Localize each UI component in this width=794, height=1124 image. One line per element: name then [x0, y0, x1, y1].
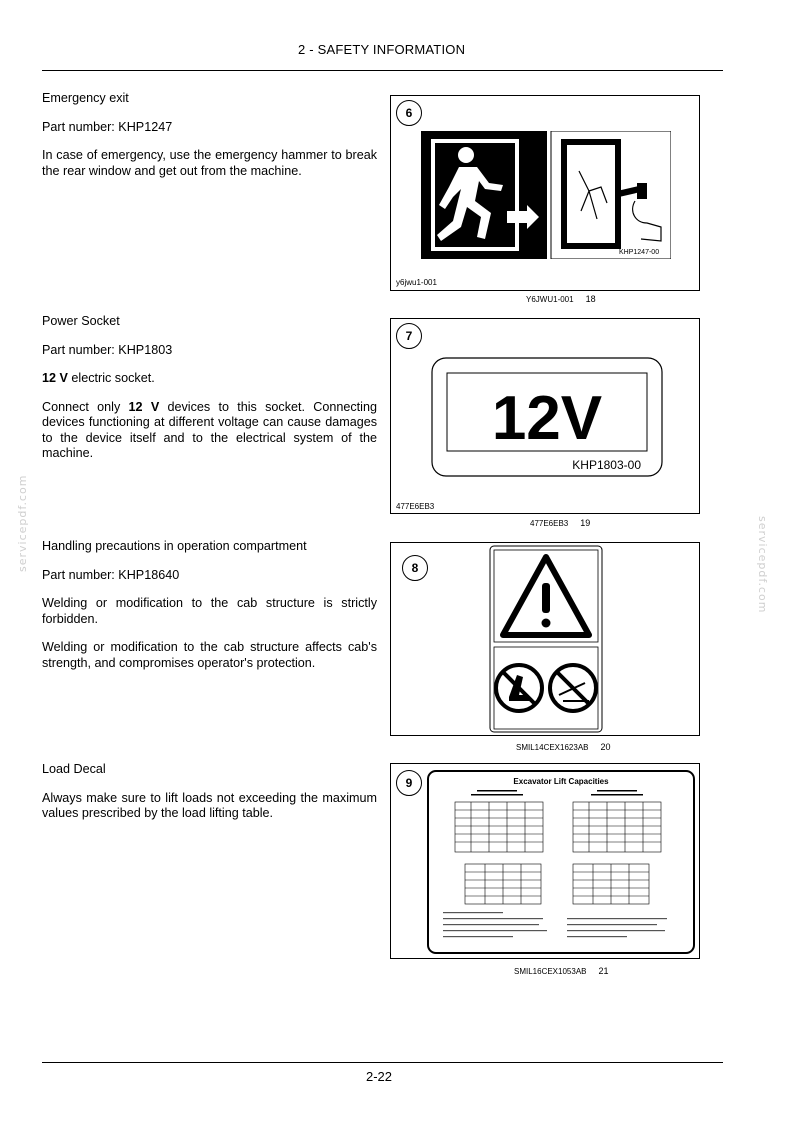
footer-rule: [42, 1062, 723, 1063]
section-handling-precautions: [42, 539, 377, 671]
section-body: Welding or modification to the cab structure affects cab's strength, and compromises operator's protection.: [42, 640, 377, 670]
figure-power-socket: [390, 318, 700, 514]
decal-code: KHP1803-00: [572, 458, 641, 472]
caption-number: 18: [585, 294, 596, 304]
section-emergency-exit: [42, 91, 377, 179]
section-title: Load Decal: [42, 762, 106, 776]
figure-caption: [516, 742, 611, 752]
section-load-decal: [42, 762, 377, 822]
part-number: Part number: KHP1247: [42, 119, 173, 134]
part-number: Part number: KHP1803: [42, 342, 173, 357]
caption-code: SMIL16CEX1053AB: [514, 967, 587, 976]
figure-badge: 8: [402, 555, 428, 581]
header-rule: [42, 70, 723, 71]
chart-title: Excavator Lift Capacities: [513, 777, 609, 786]
watermark-left: servicepdf.com: [16, 474, 29, 572]
caption-code: SMIL14CEX1623AB: [516, 743, 589, 752]
figure-caption: [526, 294, 596, 304]
section-body: Welding or modification to the cab structure is strictly forbidden.: [42, 596, 377, 626]
figure-load-decal: [390, 763, 700, 959]
caption-code: 477E6EB3: [530, 519, 569, 528]
warning-decal-icon: [489, 545, 603, 733]
figure-code: y6jwu1-001: [396, 278, 437, 287]
12v-decal-icon: [431, 357, 663, 477]
figure-handling-precautions: [390, 542, 700, 736]
figure-code: 477E6EB3: [396, 502, 435, 511]
section-body: Connect only 12 V devices to this socket. Connecting devices functioning at different voltage can cause damages to the device itself and to the electrical system of the machine.: [42, 399, 377, 460]
figure-badge: 9: [396, 770, 422, 796]
section-body: Always make sure to lift loads not exceeding the maximum values prescribed by the load lifting table.: [42, 790, 377, 820]
voltage-line: 12 V electric socket.: [42, 371, 155, 385]
page-number: 2-22: [366, 1069, 393, 1084]
emergency-exit-decal-icon: [421, 131, 671, 259]
section-title: Handling precautions in operation compartment: [42, 539, 307, 553]
header-title: 2 - SAFETY INFORMATION: [298, 42, 466, 57]
section-body: In case of emergency, use the emergency hammer to break the rear window and get out from the machine.: [42, 148, 377, 178]
section-title: Emergency exit: [42, 91, 129, 105]
load-table-decal-icon: [427, 770, 695, 954]
figure-caption: [514, 966, 609, 976]
caption-number: 19: [580, 518, 591, 528]
caption-number: 21: [598, 966, 609, 976]
figure-badge: 6: [396, 100, 422, 126]
part-number: Part number: KHP18640: [42, 567, 180, 582]
section-title: Power Socket: [42, 314, 120, 328]
figure-emergency-exit: [390, 95, 700, 291]
figure-caption: [530, 518, 590, 528]
decal-code: KHP1247-00: [619, 249, 660, 256]
figure-badge: 7: [396, 323, 422, 349]
sign-text: 12V: [491, 384, 603, 453]
caption-number: 20: [600, 742, 611, 752]
caption-code: Y6JWU1-001: [526, 295, 574, 304]
section-power-socket: [42, 314, 377, 462]
watermark-right: servicepdf.com: [756, 516, 769, 614]
